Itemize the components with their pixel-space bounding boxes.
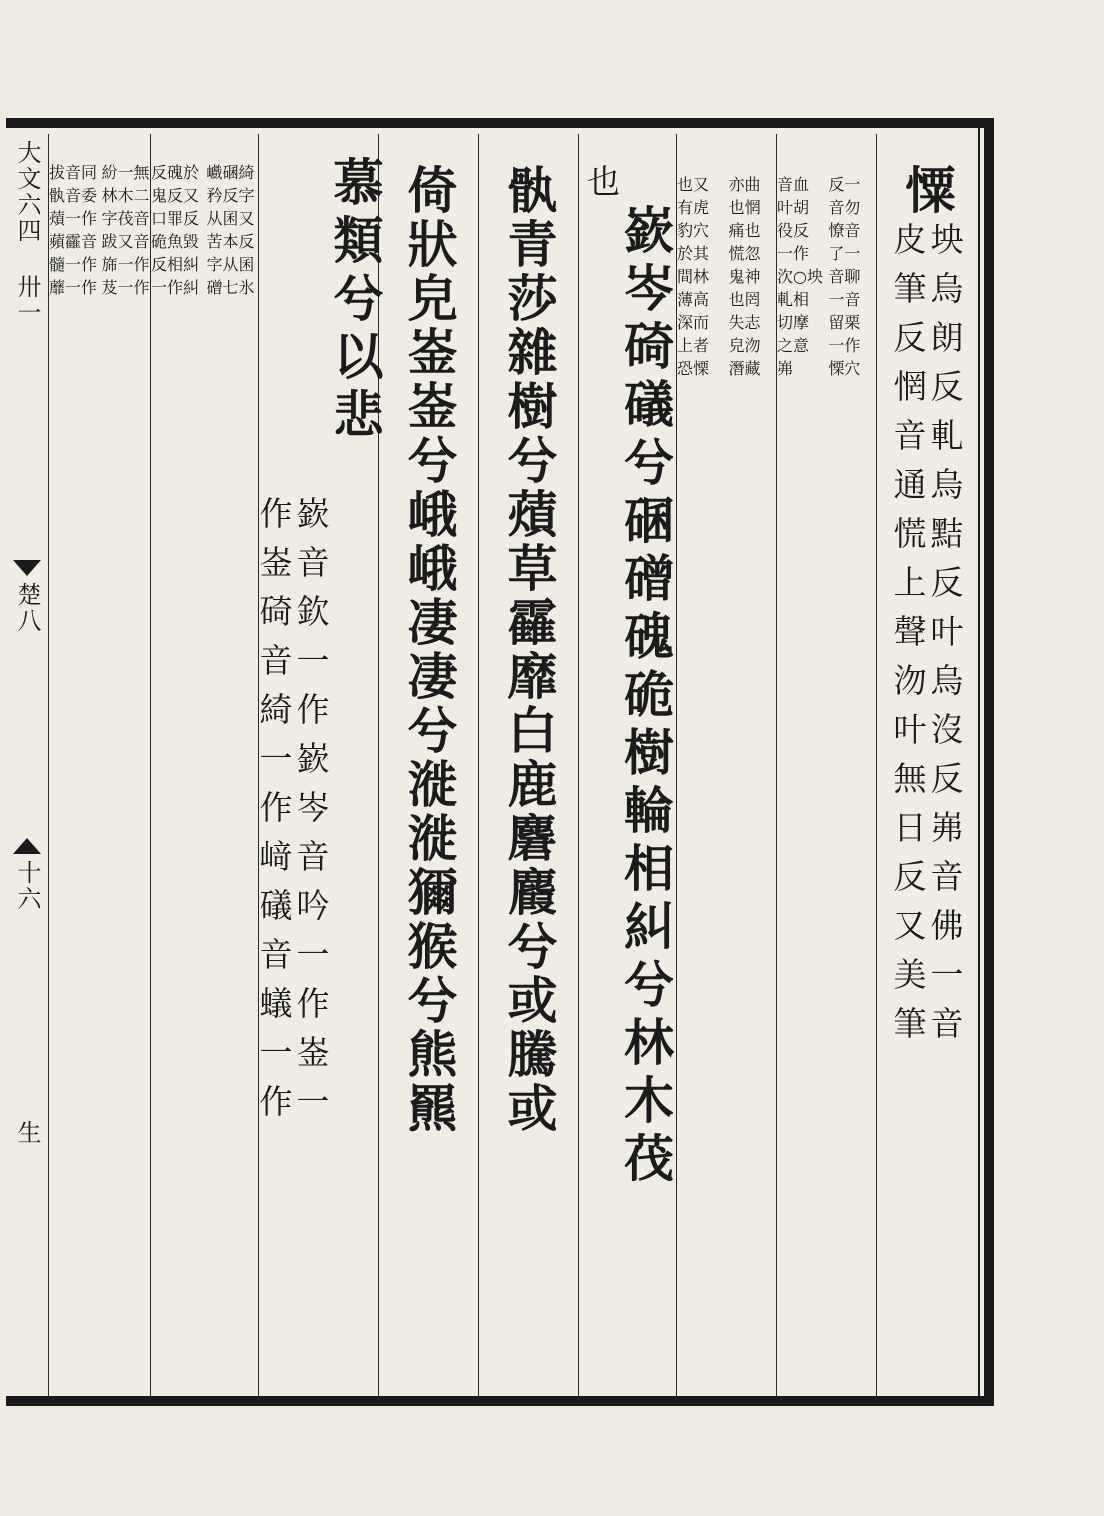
column-4-annotation-top: 也 [582,164,621,213]
column-9-annotation-pair [49,134,150,1396]
frame-inner [6,128,980,1396]
text-column-6 [378,134,478,1396]
text-column-4 [578,134,676,1396]
column-7-annotation-left: 作崟碕音綺一作﨑礒音蟻一作 [254,496,294,1133]
margin-page-number: 十六 [13,860,41,912]
column-1-annotation-left: 皮筆反惘音通慌上聲沕叶無日反又美筆 [888,222,928,1055]
column-7-annotation-right: 嶔音欽一作嶔岑音吟一作崟一 [291,496,331,1133]
text-column-1 [876,134,976,1396]
margin-top-label: 大文六四 卅一 [13,140,41,326]
fishtail-mark-bottom [13,838,41,854]
text-column-8 [150,134,258,1396]
column-1-content [888,134,965,1396]
column-9-annotation-left: 拔音同骫音委薠一作蘋靃音髓一作蘼一作 [49,163,98,297]
column-8-annotation-pair [151,134,258,1396]
column-8-annotation-right: 巇碅綺矜反字从囷又苦本反字从囷磳七氷 [206,163,255,297]
column-4-main-text: 嶔岑碕礒兮碅磳磈硊樹輪相糾兮林木茷 [616,204,675,1190]
column-5-main-text: 骫青莎雜樹兮薠草靃靡白鹿麏麚兮或騰或 [499,164,559,1136]
column-4-content [582,134,675,1396]
column-7-main-text: 慕類兮以悲 [325,156,385,446]
fishtail-mark-top [13,560,41,576]
column-1-annotation-pair [888,222,965,1055]
text-column-2 [776,134,876,1396]
column-8-annotation-left: 反磈於鬼反又口罪反硊魚毀反相糾一作糾 [151,163,200,297]
column-2-annotation-left: 音血叶胡役反一作㳄○坱軋相切摩之意岪 [777,175,823,378]
column-2-annotation-pair [777,134,876,1396]
column-2-annotation-right: 反一音勿憭音了一音聊一音留栗一作慄穴 [828,175,861,378]
margin-column [12,134,42,1396]
column-7-content [254,134,385,1396]
column-6-main-text: 倚狀皃崟崟兮峨峨凄凄兮漇漇獮猴兮熊羆 [399,164,459,1136]
text-column-5 [478,134,578,1396]
column-7-annotation-pair [254,156,331,1133]
text-column-7 [254,134,385,1396]
column-3-annotation-right: 亦曲也惘痛也慌忽鬼神也罔失志皃沕潛藏 [728,175,761,378]
column-3-annotation-left: 也又有虎豹穴於其間林薄高深而上者恐慄 [677,175,710,378]
margin-bottom-label: 生 [13,1120,41,1146]
column-3-annotation-pair [677,134,776,1396]
text-column-9 [48,134,150,1396]
text-column-3 [676,134,776,1396]
column-1-main-text: 憟 [897,164,957,222]
page-frame [6,118,994,1406]
margin-middle-label: 楚八 [13,582,41,634]
column-9-annotation-right: 紛一無林木二字茷音跋又音旆一作芨一作 [101,163,150,297]
column-1-annotation-right: 坱烏朗反軋烏黠反叶烏沒反岪音佛一音 [925,222,965,1055]
